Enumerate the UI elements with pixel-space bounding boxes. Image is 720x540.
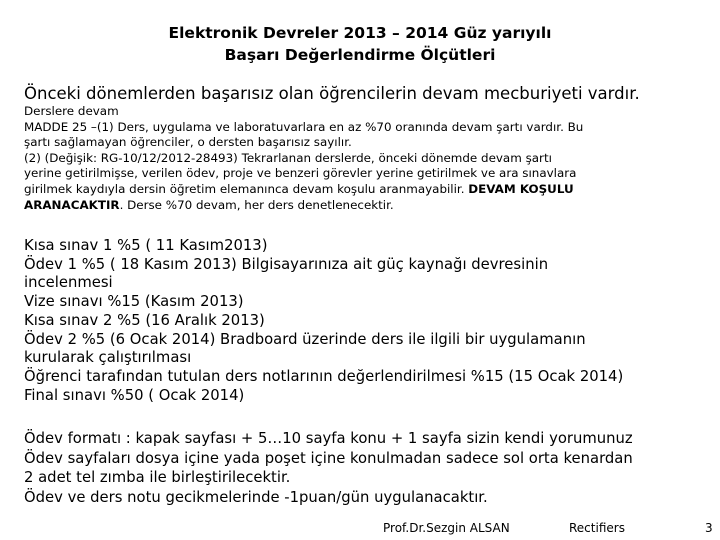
regulation-line (24, 198, 704, 214)
footer-author: Prof.Dr.Sezgin ALSAN (383, 521, 510, 535)
regulation-line: şartı sağlamayan öğrenciler, o dersten başarısız sayılır. (24, 135, 352, 150)
homework-notes (24, 429, 704, 507)
note-line: Ödev ve ders notu gecikmelerinde -1puan/gün uygulanacaktır. (24, 488, 488, 506)
schedule-line: Final sınavı %50 ( Ocak 2014) (24, 386, 245, 404)
regulation-emphasis: ARANACAKTIR (24, 197, 120, 212)
slide-title (0, 22, 720, 66)
regulation-block (24, 104, 704, 213)
schedule-line: Öğrenci tarafından tutulan ders notlarının değerlendirilmesi %15 (15 Ocak 2014) (24, 367, 624, 385)
schedule-line: incelenmesi (24, 274, 113, 292)
title-line-1: Elektronik Devreler 2013 – 2014 Güz yarıyılı (168, 24, 552, 42)
schedule-line: Vize sınavı %15 (Kasım 2013) (24, 293, 244, 311)
regulation-text: . Derse %70 devam, her ders denetlenecektir. (119, 197, 394, 212)
title-line-2: Başarı Değerlendirme Ölçütleri (224, 46, 496, 64)
regulation-line: yerine getirilmişse, verilen ödev, proje ve benzeri görevler yerine getirilmek ve ara sınavlara (24, 166, 577, 181)
regulation-line: (2) (Değişik: RG-10/12/2012-28493) Tekrarlanan derslerde, önceki dönemde devam şartı (24, 150, 552, 165)
footer-topic: Rectifiers (569, 521, 625, 535)
schedule-line: kurularak çalıştırılması (24, 349, 192, 367)
regulation-line: Derslere devam (24, 104, 119, 118)
regulation-emphasis: DEVAM KOŞULU (468, 181, 574, 196)
schedule-line: Kısa sınav 2 %5 (16 Aralık 2013) (24, 311, 265, 329)
regulation-line: MADDE 25 –(1) Ders, uygulama ve laboratuvarlara en az %70 oranında devam şartı vardır. Bu (24, 119, 584, 134)
schedule-line: Ödev 1 %5 ( 18 Kasım 2013) Bilgisayarınıza ait güç kaynağı devresinin (24, 255, 549, 273)
attendance-heading: Önceki dönemlerden başarısız olan öğrencilerin devam mecburiyeti vardır. (24, 84, 640, 103)
regulation-line (24, 182, 704, 198)
note-line: Ödev sayfaları dosya içine yada poşet içine konulmadan sadece sol orta kenardan (24, 449, 633, 467)
note-line: Ödev formatı : kapak sayfası + 5…10 sayfa konu + 1 sayfa sizin kendi yorumunuz (24, 430, 633, 447)
grading-schedule (24, 237, 704, 405)
note-line: 2 adet tel zımba ile birleştirilecektir. (24, 469, 291, 486)
regulation-text: girilmek kaydıyla dersin öğretim elemanınca devam koşulu aranmayabilir. (24, 181, 469, 196)
page-number: 3 (705, 521, 713, 535)
schedule-line: Kısa sınav 1 %5 ( 11 Kasım2013) (24, 237, 268, 254)
schedule-line: Ödev 2 %5 (6 Ocak 2014) Bradboard üzerinde ders ile ilgili bir uygulamanın (24, 330, 586, 348)
